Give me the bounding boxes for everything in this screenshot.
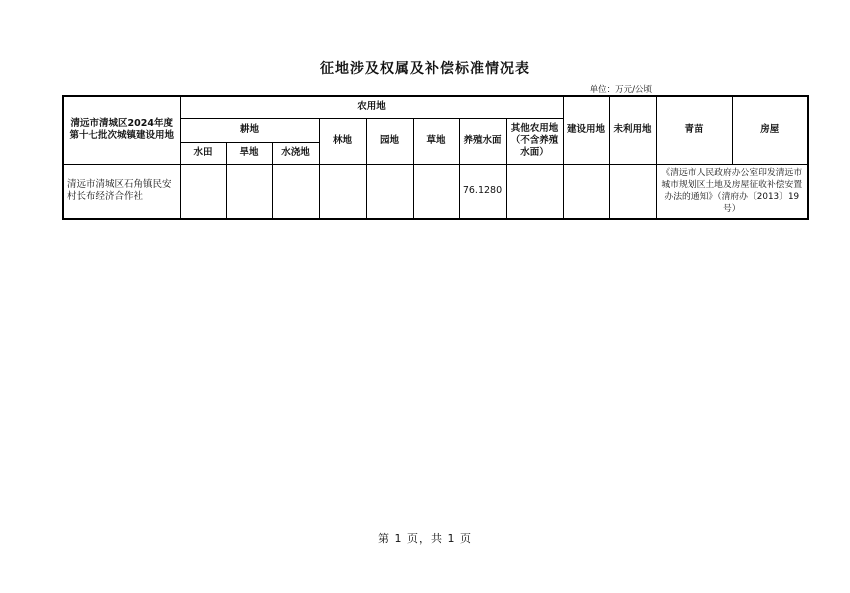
aquaculture-header: 养殖水面 — [459, 118, 506, 164]
paddy-header: 水田 — [180, 142, 226, 164]
page-footer: 第 1 页，共 1 页 — [378, 532, 472, 545]
crops-header: 青苗 — [656, 96, 732, 164]
table-row — [63, 164, 808, 219]
unused-cell — [609, 164, 656, 219]
garden-header: 园地 — [366, 118, 413, 164]
unused-land-header: 未利用地 — [609, 96, 656, 164]
unit-note: 单位：万元/公顷 — [589, 85, 652, 95]
construction-cell — [563, 164, 609, 219]
forest-cell — [319, 164, 366, 219]
dry-land-header: 旱地 — [226, 142, 272, 164]
construction-land-header: 建设用地 — [563, 96, 609, 164]
grass-cell — [413, 164, 459, 219]
irrigated-cell — [272, 164, 319, 219]
grass-header: 草地 — [413, 118, 459, 164]
project-header: 清远市清城区2024年度第十七批次城镇建设用地 — [63, 96, 180, 164]
other-agri-cell — [506, 164, 563, 219]
policy-reference-cell: 《清远市人民政府办公室印发清远市城市规划区土地及房屋征收补偿安置办法的通知》（清府办〔2013〕19号） — [656, 164, 808, 219]
houses-header: 房屋 — [732, 96, 808, 164]
other-agri-header: 其他农用地（不含养殖水面） — [506, 118, 563, 164]
village-cell: 清远市清城区石角镇民安村长布经济合作社 — [63, 164, 180, 219]
paddy-cell — [180, 164, 226, 219]
agri-land-header: 农用地 — [180, 96, 563, 118]
aquaculture-cell: 76.1280 — [459, 164, 506, 219]
dry-land-cell — [226, 164, 272, 219]
garden-cell — [366, 164, 413, 219]
page-title: 征地涉及权属及补偿标准情况表 — [320, 61, 530, 77]
irrigated-header: 水浇地 — [272, 142, 319, 164]
forest-header: 林地 — [319, 118, 366, 164]
compensation-table — [62, 95, 809, 220]
cultivated-land-header: 耕地 — [180, 118, 319, 142]
